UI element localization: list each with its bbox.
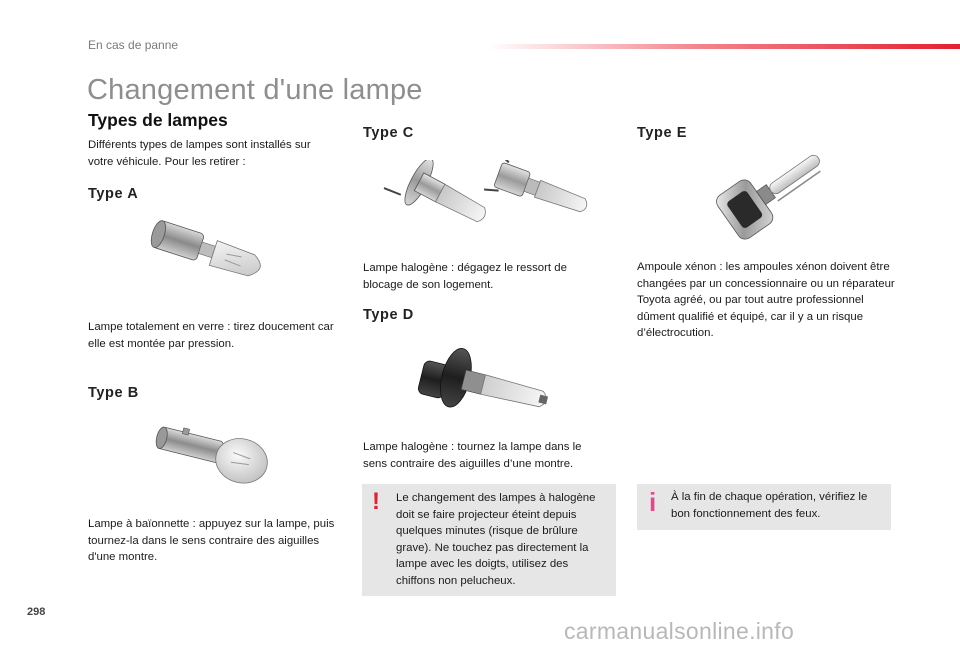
type-b-description: Lampe à baïonnette : appuyez sur la lampe, puis tournez-la dans le sens contraire des aiguilles d'une montre. xyxy=(88,518,335,563)
section-subtitle: Types de lampes xyxy=(88,110,228,130)
info-text: À la fin de chaque opération, vérifiez le bon fonctionnement des feux. xyxy=(671,491,868,520)
watermark: carmanualsonline.info xyxy=(564,618,795,644)
type-a-description: Lampe totalement en verre : tirez doucement car elle est montée par pression. xyxy=(88,321,334,350)
type-d-heading: Type D xyxy=(363,307,414,323)
section-header: En cas de panne xyxy=(88,38,179,52)
type-b-bulb-image xyxy=(150,425,280,495)
header-accent-line xyxy=(488,44,960,49)
intro-text: Différents types de lampes sont installés sur votre véhicule. Pour les retirer : xyxy=(88,139,311,168)
type-c-bulb-image xyxy=(372,160,602,250)
warning-note xyxy=(362,484,616,596)
type-a-bulb-image xyxy=(140,220,290,300)
type-e-description: Ampoule xénon : les ampoules xénon doivent être changées par un concessionnaire ou un réparateur Toyota agréé, ou par tout autre professionnel dûment qualifié et équipé, car il y a un risque d’électrocution. xyxy=(637,261,895,339)
page-number: 298 xyxy=(27,606,46,618)
warning-text: Le changement des lampes à halogène doit se faire projecteur éteint depuis quelques minutes (risque de brûlure grave). Ne touchez pas directement la lampe avec les doigts, utilisez des chiffons non pelucheux. xyxy=(396,492,596,587)
type-a-heading: Type A xyxy=(88,186,139,202)
page-title: Changement d'une lampe xyxy=(87,74,423,106)
type-e-heading: Type E xyxy=(637,125,688,141)
type-c-description: Lampe halogène : dégagez le ressort de blocage de son logement. xyxy=(363,262,567,291)
type-c-heading: Type C xyxy=(363,125,414,141)
warning-icon: ! xyxy=(372,488,380,515)
type-b-heading: Type B xyxy=(88,385,139,401)
info-note xyxy=(637,484,891,530)
type-e-bulb-image xyxy=(700,155,840,245)
type-d-description: Lampe halogène : tournez la lampe dans le sens contraire des aiguilles d’une montre. xyxy=(363,441,582,470)
info-icon: i xyxy=(649,487,657,517)
type-d-bulb-image xyxy=(415,345,565,425)
